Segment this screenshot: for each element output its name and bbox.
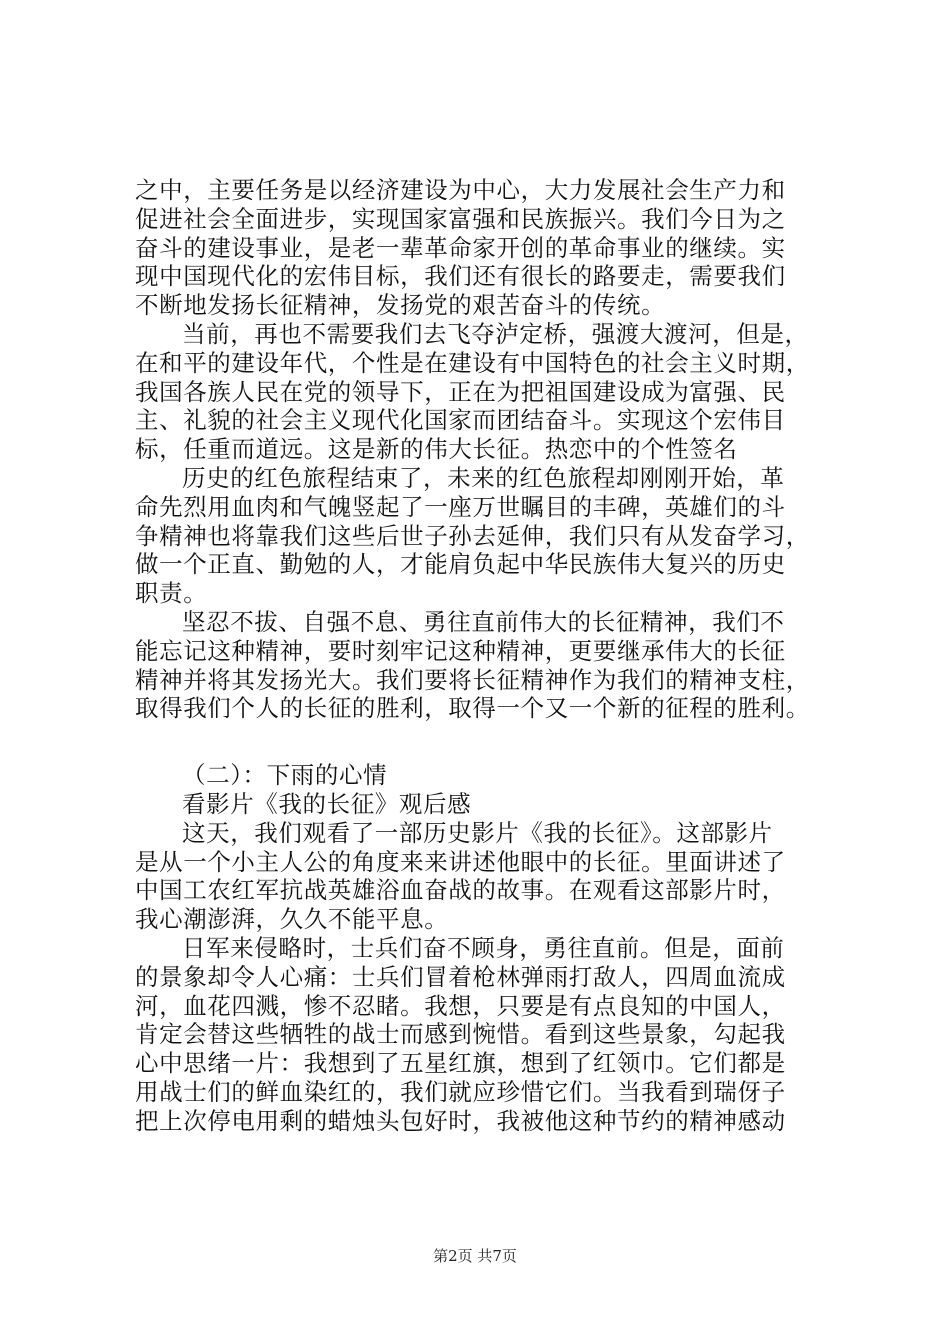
- paragraph: [135, 464, 825, 608]
- text-line: 在和平的建设年代，个性是在建设有中国特色的社会主义时期，: [135, 348, 810, 377]
- text-line: 命先烈用血肉和气魄竖起了一座万世瞩目的丰碑，英雄们的斗: [135, 492, 786, 521]
- document-body: [135, 176, 825, 1136]
- text-line: 主、礼貌的社会主义现代化国家而团结奋斗。实现这个宏伟目: [135, 406, 786, 435]
- text-line: 的景象却令人心痛：士兵们冒着枪林弹雨打敌人，四周血流成: [135, 962, 786, 991]
- text-line: 我心潮澎湃，久久不能平息。: [135, 905, 449, 934]
- text-line: 之中，主要任务是以经济建设为中心，大力发展社会生产力和: [135, 176, 786, 204]
- section-heading: （二）：下雨的心情: [182, 761, 388, 790]
- text-line: 奋斗的建设事业，是老一辈革命家开创的革命事业的继续。实: [135, 233, 786, 262]
- essay-subtitle: 看影片《我的长征》观后感: [182, 789, 472, 818]
- page-number-footer: 第2页 共7页: [433, 1247, 517, 1265]
- text-line: 做一个正直、勤勉的人，才能肩负起中华民族伟大复兴的历史: [135, 550, 786, 579]
- text-line: 这天，我们观看了一部历史影片《我的长征》。这部影片: [182, 818, 773, 847]
- text-line: 现中国现代化的宏伟目标，我们还有很长的路要走，需要我们: [135, 262, 786, 291]
- text-line: 取得我们个人的长征的胜利，取得一个又一个新的征程的胜利。: [135, 694, 810, 723]
- text-line: 把上次停电用剩的蜡烛头包好时，我被他这种节约的精神感动: [135, 1106, 786, 1135]
- paragraph: [135, 320, 825, 464]
- text-line: 用战士们的鲜血染红的，我们就应珍惜它们。当我看到瑞伢子: [135, 1077, 786, 1106]
- text-line: 是从一个小主人公的角度来来讲述他眼中的长征。里面讲述了: [135, 847, 786, 876]
- text-line: 职责。: [135, 579, 208, 608]
- text-line: 不断地发扬长征精神，发扬党的艰苦奋斗的传统。: [135, 291, 666, 320]
- text-line: 历史的红色旅程结束了，未来的红色旅程却刚刚开始，革: [182, 463, 785, 492]
- text-line: 河，血花四溅，惨不忍睹。我想，只要是有点良知的中国人，: [135, 991, 786, 1020]
- text-line: 标，任重而道远。这是新的伟大长征。热恋中的个性签名: [135, 435, 738, 464]
- text-line: 心中思绪一片：我想到了五星红旗，想到了红领巾。它们都是: [135, 1049, 786, 1078]
- text-line: 争精神也将靠我们这些后世子孙去延伸，我们只有从发奋学习，: [135, 521, 810, 550]
- text-line: 坚忍不拔、自强不息、勇往直前伟大的长征精神，我们不: [182, 607, 785, 636]
- text-line: 精神并将其发扬光大。我们要将长征精神作为我们的精神支柱，: [135, 665, 810, 694]
- text-line: 日军来侵略时，士兵们奋不顾身，勇往直前。但是，面前: [182, 933, 785, 962]
- text-line: 当前，再也不需要我们去飞夺泸定桥，强渡大渡河，但是，: [182, 319, 809, 348]
- text-line: 我国各族人民在党的领导下，正在为把祖国建设成为富强、民: [135, 377, 786, 406]
- text-line: 促进社会全面进步，实现国家富强和民族振兴。我们今日为之: [135, 204, 786, 233]
- paragraph: [135, 819, 825, 934]
- paragraph: [135, 608, 825, 723]
- text-line: 肯定会替这些牺牲的战士而感到惋惜。看到这些景象，勾起我: [135, 1020, 786, 1049]
- paragraph: [135, 934, 825, 1136]
- paragraph: [135, 176, 825, 320]
- text-line: 中国工农红军抗战英雄浴血奋战的故事。在观看这部影片时，: [135, 876, 786, 905]
- section-spacer: [135, 723, 825, 761]
- text-line: 能忘记这种精神，要时刻牢记这种精神，更要继承伟大的长征: [135, 636, 786, 665]
